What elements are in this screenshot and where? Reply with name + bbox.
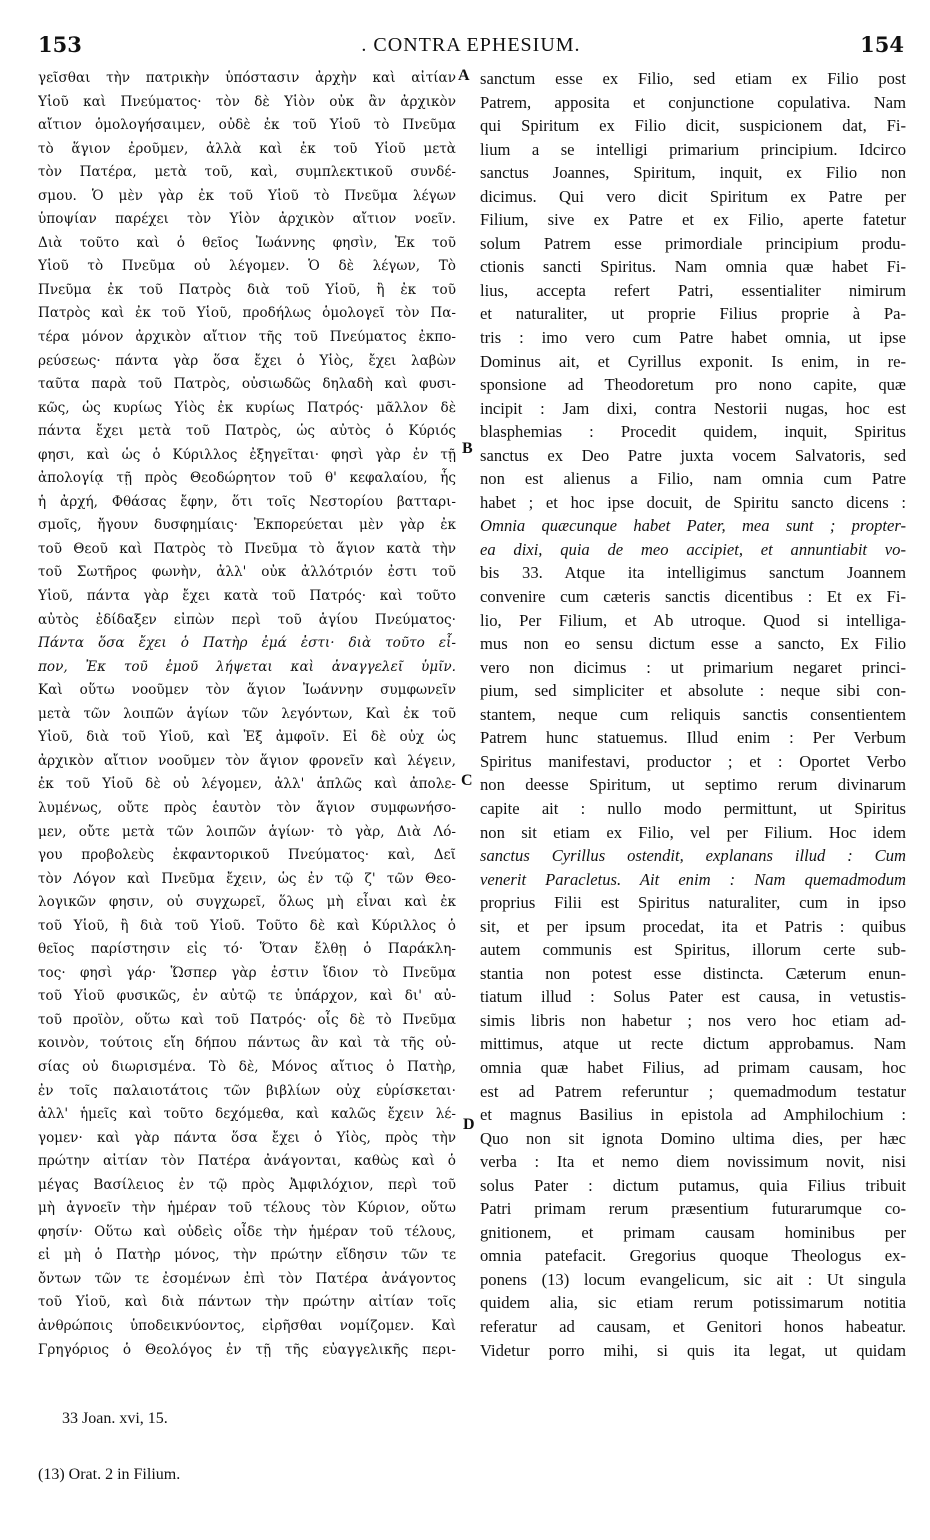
text-line: σίας οὐ διωρισμένα. Τὸ δὲ, Μόνος αἴτιος ὁ Πατὴρ, [38,1058,456,1075]
text-line: πον, Ἐκ τοῦ ἐμοῦ λήψεται καὶ ἀναγγελεῖ ὑμῖν. [38,658,456,675]
footnote-scripture: 33 Joan. xvi, 15. [62,1410,168,1427]
text-line: Πάντα ὅσα ἔχει ὁ Πατὴρ ἐμά ἐστι· διὰ τοῦτο εἶ- [38,635,456,652]
section-marker-b: B [462,440,473,457]
text-line: sit, et per ipsum procedat, ita et Patris : quibus [480,916,906,936]
greek-column [38,67,456,1362]
text-line: Dominus ait, et Cyrillus exponit. Is enim, in re- [480,351,906,371]
text-line: non est alienus a Filio, nam omnia cum Patre [480,469,906,489]
footnote-oration: (13) Orat. 2 in Filium. [38,1466,181,1483]
text-line: ea dixi, quia de meo accipiet, et annuntiabit vo- [480,539,906,559]
text-line: ἀρχικὸν αἴτιον νοοῦμεν τὸν ἅγιον φρονεῖν καὶ λέγειν, [38,752,456,769]
text-line: simis libris non habetur ; nos vero hoc etiam ad- [480,1010,906,1030]
text-line: γεῖσθαι τὴν πατρικὴν ὑπόστασιν ἀρχὴν καὶ αἰτίαν [38,70,456,86]
text-line: habet ; et hoc ipse docuit, de Spiritu sancto dicens : [480,492,906,512]
text-line: λογικῶν φησιν, οὐ συγχωρεῖ, ὅλως μὴ εἶναι καὶ ἐκ [38,894,456,911]
text-line: mittimus, atque ut recte dictum approbamus. Nam [480,1034,906,1054]
text-line: tiatum illud : Solus Pater est causa, in vetustis- [480,987,906,1007]
text-line: Patrem, apposita et conjunctione copulativa. Nam [480,92,906,112]
text-line: πάντα ἔχει μετὰ τοῦ Πατρὸς, ὡς αὐτὸς ὁ Κύριός [38,423,456,440]
text-line: τοῦ Υἱοῦ, καὶ διὰ πάντων τὴν πρώτην αἰτίαν τοῖς [38,1294,456,1311]
text-line: solum Patrem esse primordiale principium produ- [480,233,906,253]
text-line: verba : Ita et nemo diem novissimum novit, nisi [480,1152,906,1172]
text-line: referatur ad causam, et Genitori honos habeatur. [480,1316,906,1336]
text-line: γου προβολεὺς ἐκφαντορικοῦ Πνεύματος· καὶ, Δεῖ [38,847,456,864]
text-line: omnia quæ habet Filius, ad primam causam, hoc [480,1057,906,1077]
text-line: stantia non potest esse distincta. Cæterum enun- [480,963,906,983]
text-line: Πνεῦμα ἐκ τοῦ Πατρὸς διὰ τοῦ Υἱοῦ, ἢ ἐκ τοῦ [38,281,456,298]
text-line: θεῖος παρίστησιν εἰς τό· Ὅταν ἔλθῃ ὁ Παράκλη- [38,941,456,958]
text-line: Patri primam rerum præsentium futurarumque co- [480,1199,906,1219]
text-line: solus Pater : dictum putamus, quia Filius tribuit [480,1175,906,1195]
text-line: Quo non sit ignota Domino ultima dies, per hæc [480,1128,906,1148]
text-line: ταῦτα παρὰ τοῦ Πατρὸς, οὐσιωδῶς δηλαδὴ καὶ φυσι- [38,376,456,393]
text-line: εἰ μὴ ὁ Πατὴρ μόνος, τὴν πρώτην εἴδησιν τῶν τε [38,1247,456,1264]
text-line: μεν, οὔτε μετὰ τῶν λοιπῶν ἁγίων· τὸ γὰρ, Διὰ Λό- [38,823,456,840]
text-line: γομεν· καὶ γὰρ πάντα ὅσα ἔχει ὁ Υἱὸς, πρὸς τὴν [38,1129,456,1146]
page-number-right: 154 [860,32,904,57]
text-line: κοινὸν, τούτοις εἴη δήπου πάντως ἂν καὶ τὰ τῆς οὐ- [38,1035,456,1052]
text-line: λυμένως, οὔτε πρὸς ἑαυτὸν τὸν ἅγιον συμφωνήσο- [38,799,456,816]
text-line: sponsione ad Theodoretum pro nono capite, quæ [480,375,906,395]
text-line: μὴ ἀγνοεῖν τὴν ἡμέραν τοῦ τέλους τὸν Κύριον, οὕτω [38,1200,456,1217]
text-line: Πατρὸς καὶ ἐκ τοῦ Υἱοῦ, προδήλως ὁμολογεῖ τὸν Πα- [38,305,456,322]
text-line: τοῦ προϊὸν, οὕτω καὶ τοῦ Πατρός· οἷς δὲ τὸ Πνεῦμα [38,1011,456,1028]
text-line: autem communis est Spiritus, illorum certe sub- [480,940,906,960]
text-line: φησίν· Οὕτω καὶ οὐδεὶς οἶδε τὴν ἡμέραν τοῦ τέλους, [38,1223,456,1240]
text-line: πρώτην αἰτίαν τὸν Πατέρα ἀνάγονται, καθὼς καὶ ὁ [38,1153,456,1170]
text-line: venerit Paracletus. Ait enim : Nam quemadmodum [480,869,906,889]
text-line: Υἱοῦ τὸ Πνεῦμα οὐ λέγομεν. Ὁ δὲ λέγων, Τὸ [38,258,456,275]
text-line: sanctus ex Deo Patre juxta vocem Salvatoris, sed [480,445,906,465]
text-line: Filium, sive ex Patre et ex Filio, aperte fatetur [480,210,906,230]
text-line: ὑποψίαν παρέχει τὸν Υἱὸν ἀρχικὸν αἴτιον νοεῖν. [38,211,456,228]
text-line: blasphemias : Procedit quidem, inquit, Spiritus [480,422,906,442]
text-line: τοῦ Υἱοῦ φυσικῶς, ἐν αὐτῷ τε ὑπάρχον, καὶ δι' αὐ- [38,988,456,1005]
text-line: αἴτιον ὁμολογήσαιμεν, οὐδὲ ἐκ τοῦ Υἱοῦ τὸ Πνεῦμα [38,117,456,134]
text-line: vero non dicimus : ut primarium negaret princi- [480,657,906,677]
text-line: ρεύσεως· πάντα γὰρ ὅσα ἔχει ὁ Υἱὸς, ἔχει λαβὼν [38,352,456,369]
text-line: Γρηγόριος ὁ Θεολόγος ἐν τῇ τῆς εὐαγγελικῆς περι- [38,1341,456,1358]
text-line: ἡ ἀρχή, Φθάσας ἔφην, ὅτι τοῖς Νεστορίου βατταρι- [38,493,456,510]
text-line: τέρα μόνον ἀρχικὸν αἴτιον τῆς τοῦ Πνεύματος ἐκπο- [38,329,456,346]
text-line: Καὶ οὕτω νοοῦμεν τὸν ἅγιον Ἰωάννην συμφωνεῖν [38,682,456,699]
text-line: Υἱοῦ καὶ Πνεύματος· τὸν δὲ Υἱὸν οὐκ ἂν ἀρχικὸν [38,93,456,110]
text-line: κῶς, ὡς κυρίως Υἱὸς ἐκ κυρίως Πατρός· μᾶλλον δὲ [38,399,456,416]
text-line: Patrem hunc statuemus. Illud enim : Per Verbum [480,728,906,748]
text-line: σμου. Ὁ μὲν γὰρ ἐκ τοῦ Υἱοῦ τὸ Πνεῦμα λέγων [38,187,456,204]
text-line: capite ait : nullo modo permittunt, ut Spiritus [480,798,906,818]
text-line: Υἱοῦ, πάντα γὰρ ἔχει κατὰ τοῦ Πατρός· καὶ τοῦτο [38,588,456,605]
text-line: ponens (13) locum evangelicum, sic ait : Ut singula [480,1269,906,1289]
text-line: non sit etiam ex Filio, vel per Filium. Hoc idem [480,822,906,842]
section-marker-a: A [458,67,470,84]
text-line: Spiritus manifestavi, productor ; et : Oportet Verbo [480,751,906,771]
text-line: Υἱοῦ, διὰ τοῦ Υἱοῦ, καὶ Ἐξ ἀμφοῖν. Εἰ δὲ οὐχ ὡς [38,729,456,746]
text-line: stantem, neque cum reliquis sanctis consentientem [480,704,906,724]
text-line: sanctus Cyrillus ostendit, explanans illud : Cum [480,846,906,866]
text-line: mus non eo sensu dictum esse a sancto, Ex Filio [480,634,906,654]
page-number-left: 153 [38,32,82,57]
text-line: ἐκ τοῦ Υἱοῦ δὲ οὐ λέγομεν, ἀλλ' ἁπλῶς καὶ ἀπολε- [38,776,456,793]
text-line: bis 33. Atque ita intelligimus sanctum Joannem [480,563,906,583]
section-marker-c: C [461,772,473,789]
text-line: omnia patefacit. Gregorius quoque Theologus ex- [480,1246,906,1266]
text-line: pium, sed simpliciter et absolute : neque sibi con- [480,681,906,701]
text-line: non deesse Spiritum, ut septimo rerum divinarum [480,775,906,795]
text-line: lius, accepta refert Patri, essentialiter nimirum [480,280,906,300]
text-line: gnitionem, et primam causam hominibus per [480,1222,906,1242]
text-line: ἐν τοῖς παλαιοτάτοις τῶν βιβλίων οὐχ εὑρίσκεται· [38,1082,456,1099]
text-line: sanctum esse ex Filio, sed etiam ex Filio post [480,69,906,88]
text-line: tris : imo vero cum Patre habet omnia, ut ipse [480,328,906,348]
text-line: et naturaliter, ut proprie Filius proprie à Pa- [480,304,906,324]
running-title: . CONTRA EPHESIUM. [361,34,581,56]
text-line: τοῦ Θεοῦ καὶ Πατρὸς τὸ Πνεῦμα τὸ ἅγιον κατὰ τὴν [38,540,456,557]
text-line: dicimus. Qui vero dicit Spiritum ex Patre per [480,186,906,206]
text-line: ἀνθρώποις ὑποδεικνύοντος, εἰρῆσθαι νομίζομεν. Καὶ [38,1317,456,1334]
text-line: et magnus Basilius in epistola ad Amphilochium : [480,1105,906,1125]
text-line: τοῦ Υἱοῦ, ἢ διὰ τοῦ Υἱοῦ. Τοῦτο δὲ καὶ Κύριλλος ὁ [38,917,456,934]
text-line: φησι, καὶ ὡς ὁ Κύριλλος ἐξηγεῖται· φησὶ γὰρ ἐν τῇ [38,446,456,463]
text-line: Videtur porro mihi, si quis ita legat, ut quidam [480,1340,906,1360]
text-line: lium a se intelligi primarium principium. Idcirco [480,139,906,159]
text-line: qui Spiritum ex Filio dicit, suspicionem dat, Fi- [480,116,906,136]
text-line: τὸν Λόγον καὶ Πνεῦμα ἔχειν, ὡς ἐν τῷ ζ' τῶν Θεο- [38,870,456,887]
text-line: τος· φησὶ γάρ· Ὥσπερ γὰρ ἐστιν ἴδιον τὸ Πνεῦμα [38,964,456,981]
text-line: Διὰ τοῦτο καὶ ὁ θεῖος Ἰωάννης φησὶν, Ἐκ τοῦ [38,234,456,251]
text-line: τὸν Πατέρα, μετὰ τοῦ, καὶ, συμπλεκτικοῦ συνδέ- [38,164,456,181]
text-line: convenire cum cæteris sanctis dicentibus : Et ex Fi- [480,587,906,607]
text-line: ὄντων τῶν τε ἐσομένων ἐπὶ τὸν Πατέρα ἀνάγοντος [38,1270,456,1287]
text-line: est ad Patrem referuntur ; quemadmodum testatur [480,1081,906,1101]
text-line: ἀπολογίᾳ τῇ πρὸς Θεοδώρητον τοῦ θ' κεφαλαίου, ἧς [38,470,456,487]
text-line: τὸ ἅγιον ἐροῦμεν, ἀλλὰ καὶ ἐκ τοῦ Υἱοῦ μετὰ [38,140,456,157]
section-marker-d: D [463,1116,475,1133]
text-line: μέγας Βασίλειος ἐν τῷ πρὸς Ἀμφιλόχιον, περὶ τοῦ [38,1176,456,1193]
text-line: sanctus Joannes, Spiritum, inquit, ex Filio non [480,163,906,183]
text-line: quidem alia, sic etiam rerum potissimarum notitia [480,1293,906,1313]
text-line: proprius Filii est Spiritus naturaliter, cum in ipso [480,893,906,913]
text-line: σμοῖς, ἤγουν δυσφημίαις· Ἐκπορεύεται μὲν γὰρ ἐκ [38,517,456,534]
text-line: μετὰ τῶν λοιπῶν ἁγίων τῶν λεγόντων, Καὶ ἐκ τοῦ [38,705,456,722]
text-line: lio, Per Filium, et Ab utroque. Quod si intelliga- [480,610,906,630]
text-line: Omnia quæcunque habet Pater, mea sunt ; propter- [480,516,906,536]
text-line: ἀλλ' ἡμεῖς καὶ τοῦτο δεχόμεθα, καὶ καλῶς ἔχειν λέ- [38,1106,456,1123]
latin-column [480,67,906,1362]
text-line: ctionis sancti Spiritus. Nam omnia quæ habet Fi- [480,257,906,277]
text-line: αὐτὸς ἐδίδαξεν εἰπὼν περὶ τοῦ ἁγίου Πνεύματος· [38,611,456,628]
text-line: τοῦ Σωτῆρος φωνὴν, ἀλλ' οὐκ ἀλλότριόν ἐστι τοῦ [38,564,456,581]
text-line: incipit : Jam dixi, contra Nestorii nugas, hoc est [480,398,906,418]
page-header [38,32,904,62]
